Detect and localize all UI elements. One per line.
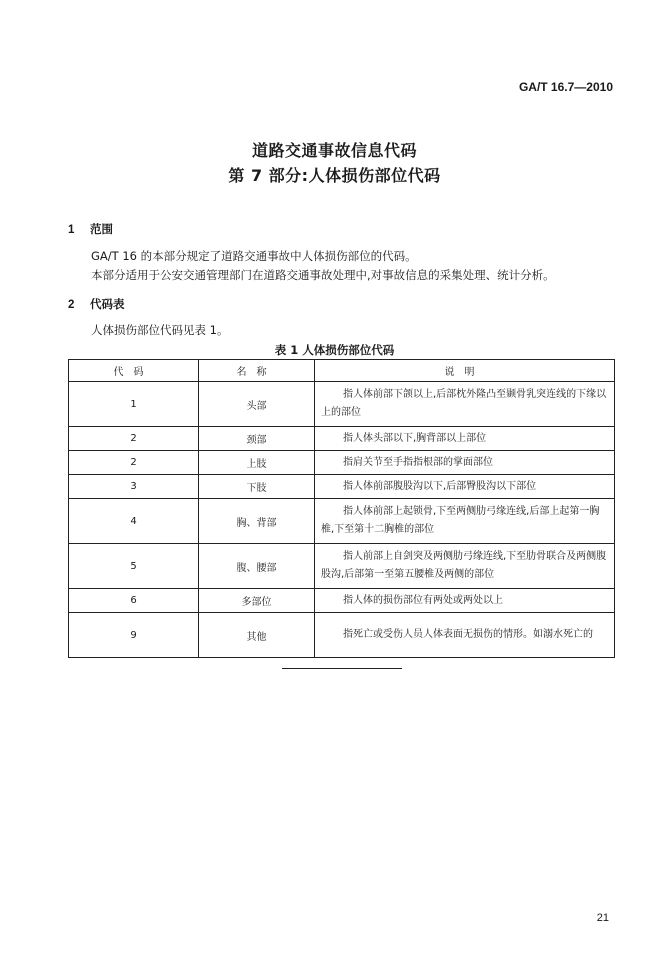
cell-code: 9 <box>69 613 199 658</box>
cell-description: 指人前部上自剑突及两侧肋弓缘连线,下至肋骨联合及两侧腹股沟,后部第一至第五腰椎及两侧的部位 <box>315 544 615 589</box>
cell-code: 5 <box>69 544 199 589</box>
header-name: 名称 <box>199 360 315 382</box>
section-1-heading <box>68 221 113 237</box>
cell-description: 指人体前部下颌以上,后部枕外隆凸至颞骨乳突连线的下缘以上的部位 <box>315 382 615 427</box>
table-row <box>69 382 615 427</box>
cell-name: 上肢 <box>199 451 315 475</box>
table-row <box>69 427 615 451</box>
cell-name: 腹、腰部 <box>199 544 315 589</box>
cell-code: 4 <box>69 499 199 544</box>
code-table <box>68 359 615 658</box>
table-row <box>69 589 615 613</box>
section-title: 代码表 <box>90 297 125 311</box>
cell-code: 2 <box>69 427 199 451</box>
page-number: 21 <box>596 912 609 924</box>
cell-description: 指人体的损伤部位有两处或两处以上 <box>315 589 615 613</box>
header-description: 说明 <box>315 360 615 382</box>
table-row <box>69 499 615 544</box>
cell-name: 其他 <box>199 613 315 658</box>
cell-description: 指人体前部上起锁骨,下至两侧肋弓缘连线,后部上起第一胸椎,下至第十二胸椎的部位 <box>315 499 615 544</box>
section-number: 2 <box>68 299 75 311</box>
cell-description: 指肩关节至手指指根部的掌面部位 <box>315 451 615 475</box>
table-row <box>69 475 615 499</box>
cell-name: 下肢 <box>199 475 315 499</box>
paragraph: 本部分适用于公安交通管理部门在道路交通事故处理中,对事故信息的采集处理、统计分析。 <box>91 268 555 282</box>
cell-code: 1 <box>69 382 199 427</box>
cell-name: 头部 <box>199 382 315 427</box>
cell-description: 指死亡或受伤人员人体表面无损伤的情形。如溺水死亡的 <box>315 613 615 658</box>
table-row <box>69 451 615 475</box>
standard-number: GA/T 16.7—2010 <box>518 80 613 94</box>
document-subtitle: 第 7 部分:人体损伤部位代码 <box>228 166 441 185</box>
cell-name: 颈部 <box>199 427 315 451</box>
paragraph: GA/T 16 的本部分规定了道路交通事故中人体损伤部位的代码。 <box>91 249 417 263</box>
cell-description: 指人体头部以下,胸背部以上部位 <box>315 427 615 451</box>
table-row <box>69 613 615 658</box>
cell-code: 2 <box>69 451 199 475</box>
document-title: 道路交通事故信息代码 <box>251 141 417 160</box>
table-caption: 表 1 人体损伤部位代码 <box>274 343 395 357</box>
header-code: 代码 <box>69 360 199 382</box>
end-rule <box>282 668 402 669</box>
cell-code: 6 <box>69 589 199 613</box>
paragraph: 人体损伤部位代码见表 1。 <box>91 323 229 337</box>
table-header-row <box>69 360 615 382</box>
cell-name: 多部位 <box>199 589 315 613</box>
cell-description: 指人体前部腹股沟以下,后部臀股沟以下部位 <box>315 475 615 499</box>
cell-name: 胸、背部 <box>199 499 315 544</box>
section-title: 范围 <box>90 222 113 236</box>
section-number: 1 <box>68 224 75 236</box>
cell-code: 3 <box>69 475 199 499</box>
table-row <box>69 544 615 589</box>
section-2-heading <box>68 296 125 312</box>
